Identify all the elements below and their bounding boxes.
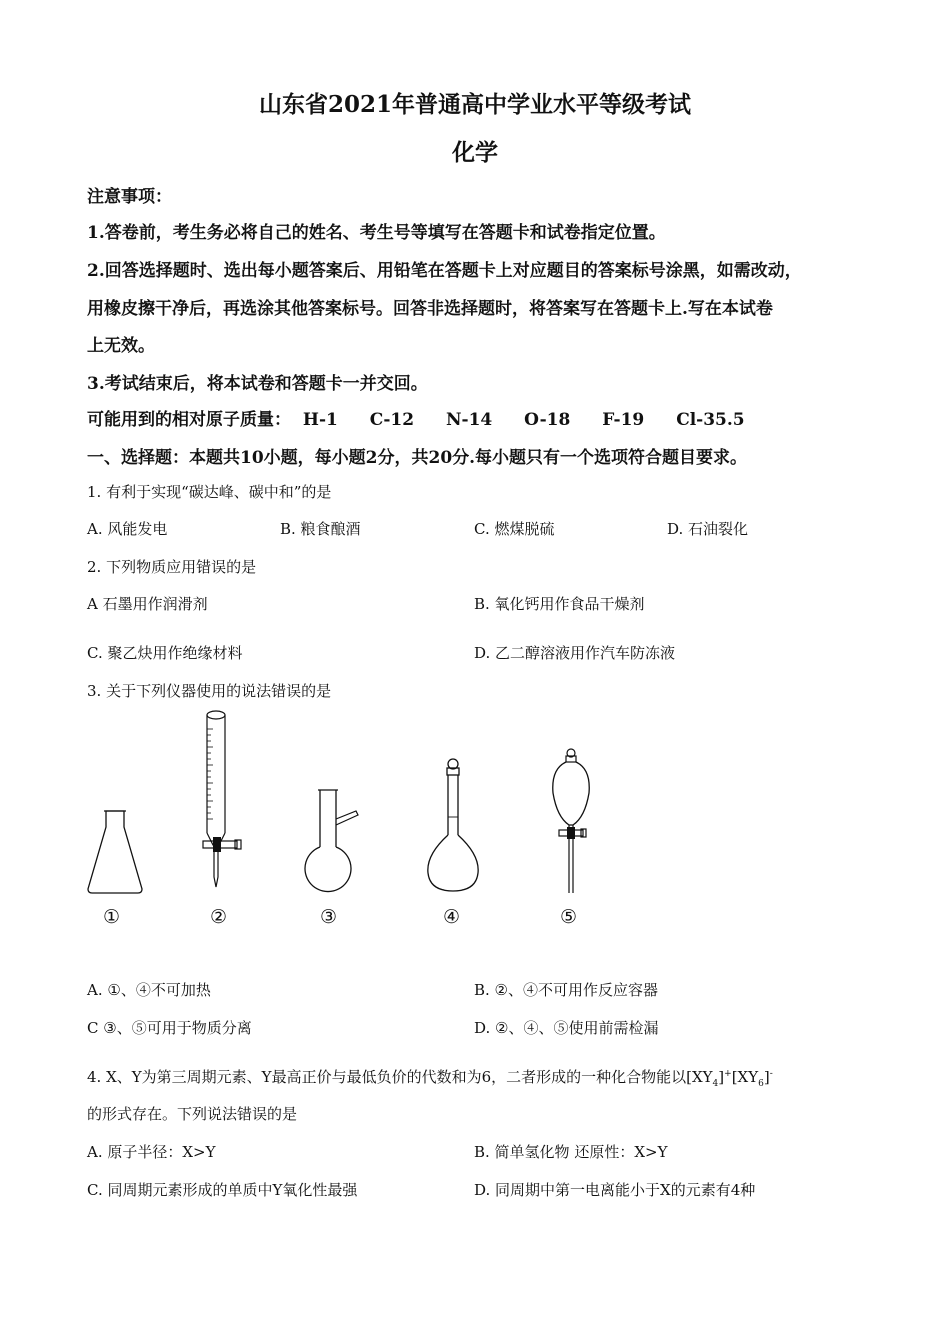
notice-item-2-line-1: 2.回答选择题时、选出每小题答案后、用铅笔在答题卡上对应题目的答案标号涂黑，如需改动，	[87, 261, 802, 281]
separatory-funnel-figure	[545, 745, 597, 895]
q2-option-c: C. 聚乙炔用作绝缘材料	[87, 644, 243, 662]
section-1-heading: 一、选择题：本题共10小题，每小题2分，共20分.每小题只有一个选项符合题目要求。	[87, 448, 748, 468]
q1-stem: 1. 有利于实现“碳达峰、碳中和”的是	[87, 483, 332, 501]
atomic-mass-cl: Cl-35.5	[676, 410, 745, 430]
apparatus-label-1: ①	[103, 906, 121, 928]
apparatus-label-5: ⑤	[560, 906, 578, 928]
atomic-mass-label: 可能用到的相对原子质量：	[87, 410, 291, 430]
q3-option-d: D. ②、④、⑤使用前需检漏	[474, 1019, 659, 1037]
apparatus-label-2: ②	[210, 906, 228, 928]
q2-option-d: D. 乙二醇溶液用作汽车防冻液	[474, 644, 676, 662]
q4-superscript-plus: +	[724, 1069, 732, 1079]
atomic-mass-h: H-1	[302, 410, 338, 430]
atomic-mass-f: F-19	[602, 410, 645, 430]
volumetric-flask-figure	[422, 755, 484, 895]
notice-item-2-line-2: 用橡皮擦干净后，再选涂其他答案标号。回答非选择题时，将答案写在答题卡上.写在本试卷	[87, 299, 773, 319]
q4-stem-line-2: 的形式存在。下列说法错误的是	[87, 1105, 298, 1123]
q3-option-c: C ③、⑤可用于物质分离	[87, 1019, 252, 1037]
q3-option-b: B. ②、④不可用作反应容器	[474, 981, 659, 999]
q4-option-c: C. 同周期元素形成的单质中Y氧化性最强	[87, 1181, 358, 1199]
q4-option-b: B. 简单氢化物 还原性：X>Y	[474, 1143, 668, 1161]
q4-formula-part: [XY	[731, 1068, 759, 1086]
notice-item-2-line-3: 上无效。	[87, 336, 155, 356]
q3-option-a: A. ①、④不可加热	[87, 981, 211, 999]
atomic-mass-line	[87, 405, 771, 430]
atomic-mass-n: N-14	[445, 410, 493, 430]
q4-subscript-4: 4	[712, 1079, 719, 1089]
q2-option-b: B. 氧化钙用作食品干燥剂	[474, 595, 645, 613]
subject-title: 化学	[452, 139, 498, 166]
atomic-mass-o: O-18	[524, 410, 571, 430]
q1-option-d: D. 石油裂化	[667, 520, 749, 538]
q4-option-d: D. 同周期中第一电离能小于X的元素有4种	[474, 1181, 756, 1199]
q4-stem-line-1	[87, 1066, 773, 1089]
q4-superscript-minus: -	[769, 1069, 773, 1079]
notice-item-3: 3.考试结束后，将本试卷和答题卡一并交回。	[87, 374, 428, 394]
notice-item-1: 1.答卷前，考生务必将自己的姓名、考生号等填写在答题卡和试卷指定位置。	[87, 223, 666, 243]
q2-stem: 2. 下列物质应用错误的是	[87, 558, 257, 576]
q4-bracket-1: ]	[718, 1068, 725, 1086]
q1-option-b: B. 粮食酿酒	[280, 520, 361, 538]
distilling-flask-figure	[300, 785, 364, 895]
burette-figure	[196, 705, 246, 895]
q4-subscript-6: 6	[758, 1079, 764, 1089]
apparatus-label-3: ③	[320, 906, 338, 928]
apparatus-label-4: ④	[443, 906, 461, 928]
q4-option-a: A. 原子半径：X>Y	[87, 1143, 216, 1161]
q4-stem-text: 4. X、Y为第三周期元素、Y最高正价与最低负价的代数和为6，二者形成的一种化合物能以[XY	[87, 1068, 713, 1086]
q1-option-a: A. 风能发电	[87, 520, 168, 538]
conical-flask-figure	[84, 805, 146, 895]
q4-bracket-2: ]	[763, 1068, 770, 1086]
notice-heading: 注意事项：	[87, 187, 172, 207]
atomic-mass-c: C-12	[369, 410, 415, 430]
q2-option-a: A 石墨用作润滑剂	[87, 595, 208, 613]
q1-option-c: C. 燃煤脱硫	[474, 520, 555, 538]
exam-title: 山东省2021年普通高中学业水平等级考试	[258, 91, 691, 118]
q3-stem: 3. 关于下列仪器使用的说法错误的是	[87, 682, 332, 700]
